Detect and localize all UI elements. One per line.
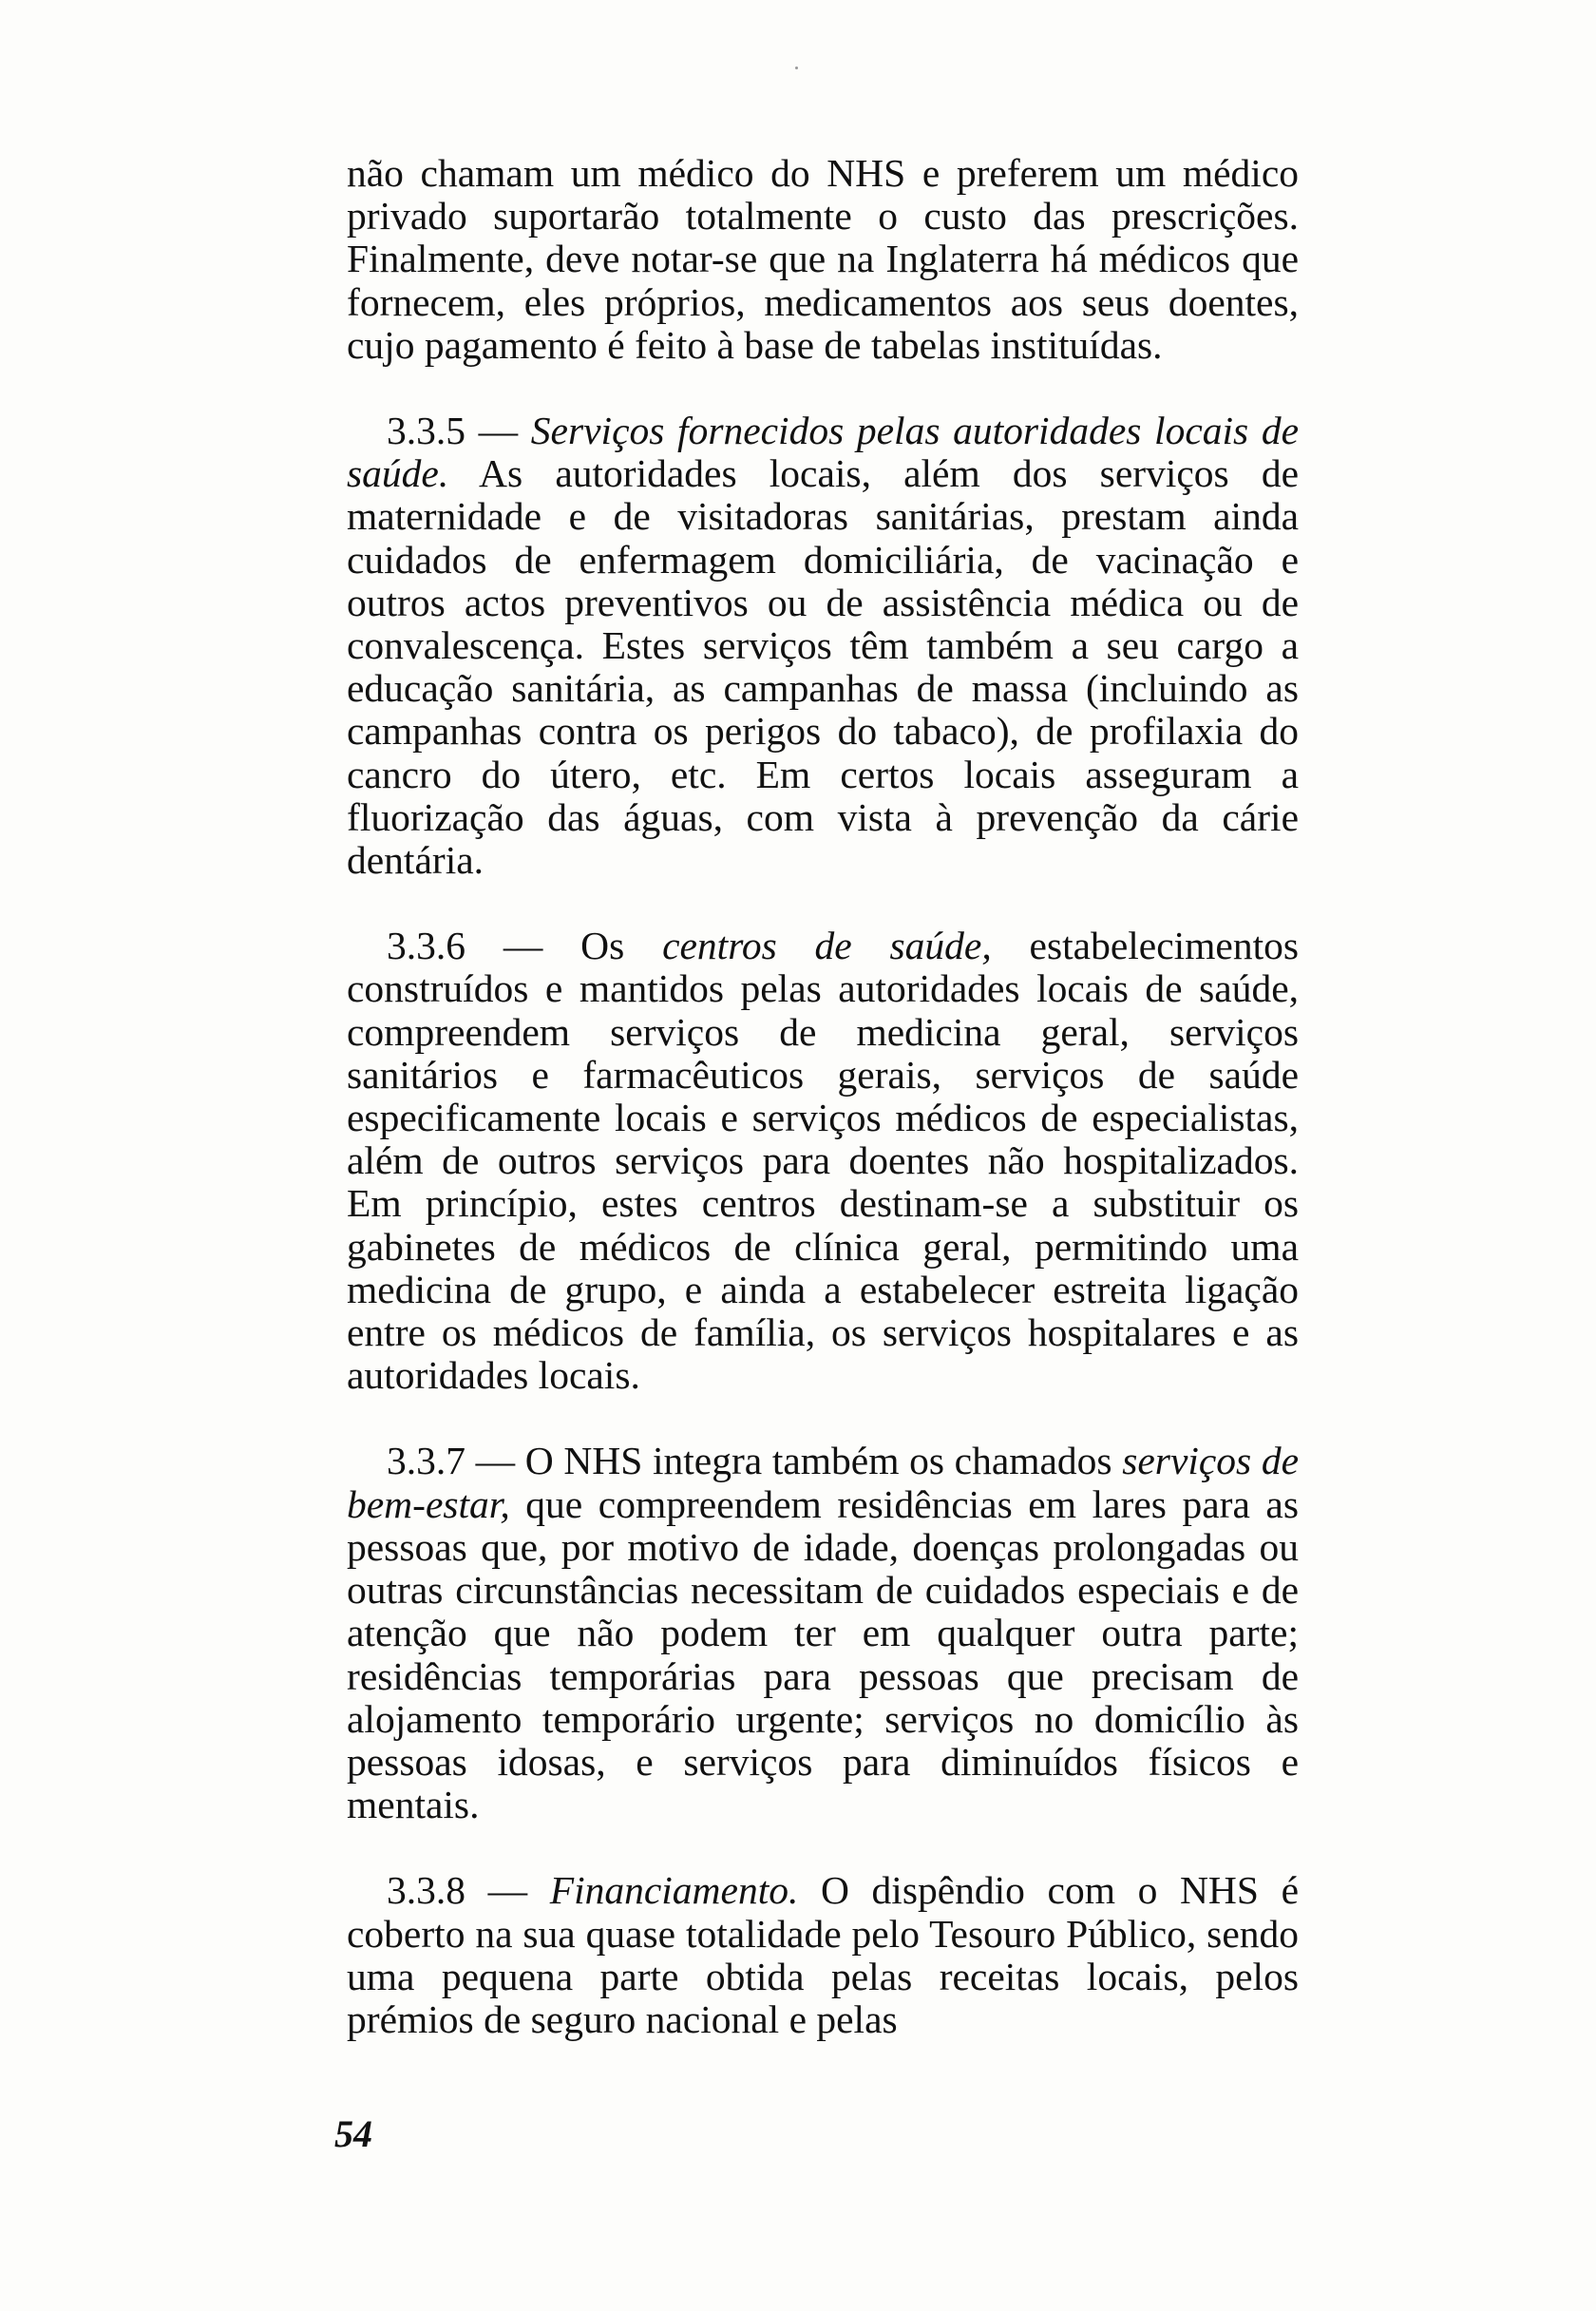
section-number: 3.3.8 —: [387, 1868, 550, 1913]
section-title: serviços de bem-estar,: [347, 1439, 1299, 1526]
page-number: 54: [334, 2112, 372, 2155]
section-lead: O NHS integra também os chamados: [524, 1439, 1123, 1483]
section-number: 3.3.5 —: [387, 409, 531, 453]
paragraph-body: O dispêndio com o NHS é coberto na sua quase totalidade pelo Tesouro Público, sendo uma pequena parte obtida pelas receitas locais, pelos prémios de seguro nacional e pelas: [347, 1868, 1299, 2041]
paragraph-body: não chamam um médico do NHS e preferem um médico privado suportarão totalmente o custo das prescrições. Finalmente, deve notar-se que na Inglaterra há médicos que fornecem, eles próprios, medicamentos aos seus doentes, cujo pagamento é feito à base de tabelas instituídas.: [347, 151, 1299, 367]
paper-speck: [795, 67, 798, 69]
section-3-3-6: [347, 925, 1299, 1397]
section-3-3-5: [347, 410, 1299, 882]
section-3-3-7: [347, 1440, 1299, 1826]
paragraph-body: As autoridades locais, além dos serviços de maternidade e de visitadoras sanitárias, prestam ainda cuidados de enfermagem domiciliária, de vacinação e outros actos preventivos ou de assistência médica ou de convalescença. Estes serviços têm também a seu cargo a educação sanitária, as campanhas de massa (incluindo as campanhas contra os perigos do tabaco), de profilaxia do cancro do útero, etc. Em certos locais asseguram a fluorização das águas, com vista à prevenção da cárie dentária.: [347, 451, 1299, 883]
section-number: 3.3.7 —: [387, 1439, 525, 1483]
section-lead: Os: [580, 924, 663, 968]
section-3-3-8: [347, 1869, 1299, 2041]
section-number: 3.3.6 —: [387, 924, 581, 968]
body-text: [347, 152, 1299, 2041]
section-title: Serviços fornecidos pelas autoridades locais de saúde.: [347, 409, 1300, 496]
paragraph-body: estabelecimentos construídos e mantidos pelas autoridades locais de saúde, compreendem serviços de medicina geral, serviços sanitários e farmacêuticos gerais, serviços de saúde especificamente locais e serviços médicos de especialistas, além de outros serviços para doentes não hospitalizados. Em princípio, estes centros destinam-se a substituir os gabinetes de médicos de clínica geral, permitindo uma medicina de grupo, e ainda a estabelecer estreita ligação entre os médicos de família, os serviços hospitalares e as autoridades locais.: [347, 924, 1300, 1398]
section-title: Financiamento.: [549, 1868, 799, 1913]
section-title: centros de saúde,: [662, 924, 992, 968]
paragraph-continuation: [347, 152, 1299, 367]
paragraph-body: que compreendem residências em lares para as pessoas que, por motivo de idade, doenças prolongadas ou outras circunstâncias necessitam de cuidados especiais e de atenção que não podem ter em qualquer outra parte; residências temporárias para pessoas que precisam de alojamento temporário urgente; serviços no domicílio às pessoas idosas, e serviços para diminuídos físicos e mentais.: [347, 1481, 1299, 1827]
